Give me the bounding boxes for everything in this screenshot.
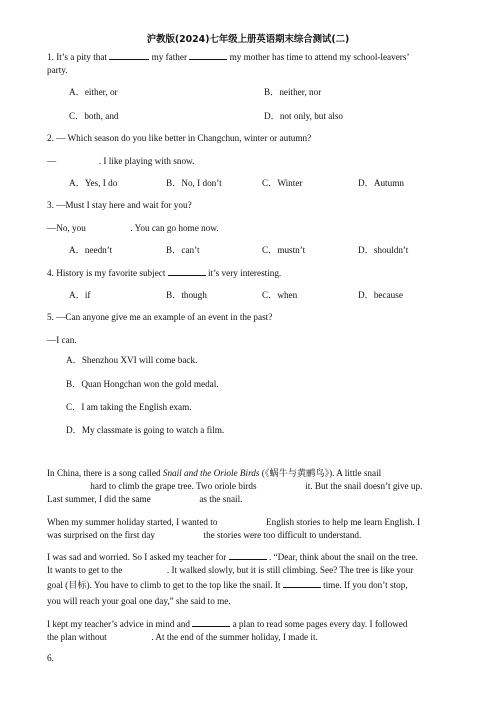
passage-blank-9[interactable]: [192, 618, 230, 627]
p1-l2-text-c: it. But the snail doesn’t give up.: [305, 481, 423, 491]
q5-option-a[interactable]: A．Shenzhou XVI will come back.: [66, 355, 198, 365]
q3-option-b[interactable]: B．can’t: [166, 245, 200, 255]
q1-text-c: my mother has time to attend my school-leavers’: [229, 52, 410, 62]
question-2-stem: 2. — Which season do you like better in Changchun, winter or autumn?: [47, 133, 312, 143]
passage-p1-line1: [47, 467, 457, 479]
q2-option-a[interactable]: A．Yes, I do: [69, 178, 118, 188]
p3-l2-text-a: It wants to get to the: [47, 565, 123, 575]
q1-line2: party.: [47, 65, 68, 75]
p3-l3-text-b: time. If you don’t stop,: [323, 580, 408, 590]
q2-option-d[interactable]: D．Autumn: [358, 178, 404, 188]
q1-option-a[interactable]: A．either, or: [69, 87, 118, 97]
q2-option-c[interactable]: C．Winter: [262, 178, 303, 188]
q2-option-b[interactable]: B．No, I don’t: [166, 178, 222, 188]
p3-l1-text-b: . “Dear, think about the snail on the tree.: [268, 552, 418, 562]
passage-p2-line1: [47, 516, 457, 528]
passage-p1-line2: [47, 480, 457, 492]
q5-option-d[interactable]: D．My classmate is going to watch a film.: [66, 425, 225, 435]
q4-option-a[interactable]: A．if: [69, 290, 91, 300]
passage-p3-line1: [47, 551, 457, 563]
q3-option-d[interactable]: D．shouldn’t: [358, 245, 409, 255]
passage-blank-6[interactable]: [229, 551, 267, 560]
q5-option-b[interactable]: B．Quan Hongchan won the gold medal.: [66, 379, 219, 389]
q4-blank[interactable]: [168, 267, 206, 276]
question-1-stem: [47, 51, 457, 63]
q3-text-a: —No, you: [47, 223, 86, 233]
q1-blank-2[interactable]: [189, 51, 227, 60]
question-6-number: 6.: [47, 653, 54, 663]
p2-l2-text-a: was surprised on the first day: [47, 530, 155, 540]
q2-text-b: . I like playing with snow.: [98, 156, 195, 166]
q3-line2: [47, 222, 457, 234]
passage-p4-line1: [47, 618, 457, 630]
q1-option-c[interactable]: C．both, and: [69, 111, 119, 121]
passage-p3-line4: you will reach your goal one day,” she said to me.: [47, 596, 231, 606]
p4-l1-text-a: I kept my teacher’s advice in mind and: [47, 619, 190, 629]
q1-option-b[interactable]: B．neither, nor: [264, 87, 322, 97]
p3-l1-text-a: I was sad and worried. So I asked my teacher for: [47, 552, 227, 562]
p4-l2-text-a: the plan without: [47, 632, 107, 642]
q3-option-c[interactable]: C．mustn’t: [262, 245, 306, 255]
q3-option-a[interactable]: A．needn’t: [69, 245, 113, 255]
song-title: Snail and the Oriole Birds: [162, 468, 260, 478]
passage-p1-line3: [47, 493, 457, 505]
p2-l1-text-a: When my summer holiday started, I wanted to: [47, 517, 218, 527]
p2-l1-text-b: English stories to help me learn English. I: [266, 517, 421, 527]
p1-l1-text-b: (《蜗牛与黄鹂鸟》). A little snail: [261, 468, 382, 478]
question-3-stem: 3. —Must I stay here and wait for you?: [47, 200, 192, 210]
q1-text-b: my father: [151, 52, 188, 62]
p4-l2-text-b: . At the end of the summer holiday, I made it.: [151, 632, 318, 642]
q4-option-c[interactable]: C．when: [262, 290, 298, 300]
q4-text-a: 4. History is my favorite subject: [47, 268, 166, 278]
q2-line2: [47, 155, 457, 167]
passage-p3-line2: [47, 564, 457, 576]
passage-p2-line2: [47, 529, 457, 541]
p1-l3-text-a: Last summer, I did the same: [47, 494, 151, 504]
q5-option-c[interactable]: C．I am taking the English exam.: [66, 402, 192, 412]
q3-text-b: . You can go home now.: [130, 223, 219, 233]
p1-l3-text-b: as the snail.: [199, 494, 243, 504]
p2-l2-text-b: the stories were too difficult to understand.: [203, 530, 362, 540]
q4-text-b: it’s very interesting.: [208, 268, 282, 278]
passage-p4-line2: [47, 631, 457, 643]
q1-blank-1[interactable]: [109, 51, 149, 60]
q4-option-d[interactable]: D．because: [358, 290, 403, 300]
p3-l3-text-a: goal (目标). You have to climb to get to the top like the snail. It: [47, 580, 281, 590]
q1-option-d[interactable]: D．not only, but also: [264, 111, 344, 121]
q5-line2: —I can.: [47, 335, 77, 345]
page-title: 沪教版(2024)七年级上册英语期末综合测试(二): [146, 34, 350, 45]
passage-blank-8[interactable]: [283, 579, 321, 588]
p1-l1-text-a: In China, there is a song called: [47, 468, 161, 478]
p1-l2-text-b: hard to climb the grape tree. Two oriole birds: [90, 481, 257, 491]
q4-option-b[interactable]: B．though: [166, 290, 207, 300]
passage-p3-line3: [47, 579, 457, 591]
question-4-stem: [47, 267, 457, 279]
question-5-stem: 5. —Can anyone give me an example of an event in the past?: [47, 312, 273, 322]
p3-l2-text-b: . It walked slowly, but it is still climbing. See? The tree is like your: [166, 565, 414, 575]
q1-text-a: 1. It’s a pity that: [47, 52, 107, 62]
q2-dash: —: [47, 156, 57, 166]
p4-l1-text-b: a plan to read some pages every day. I followed: [232, 619, 408, 629]
